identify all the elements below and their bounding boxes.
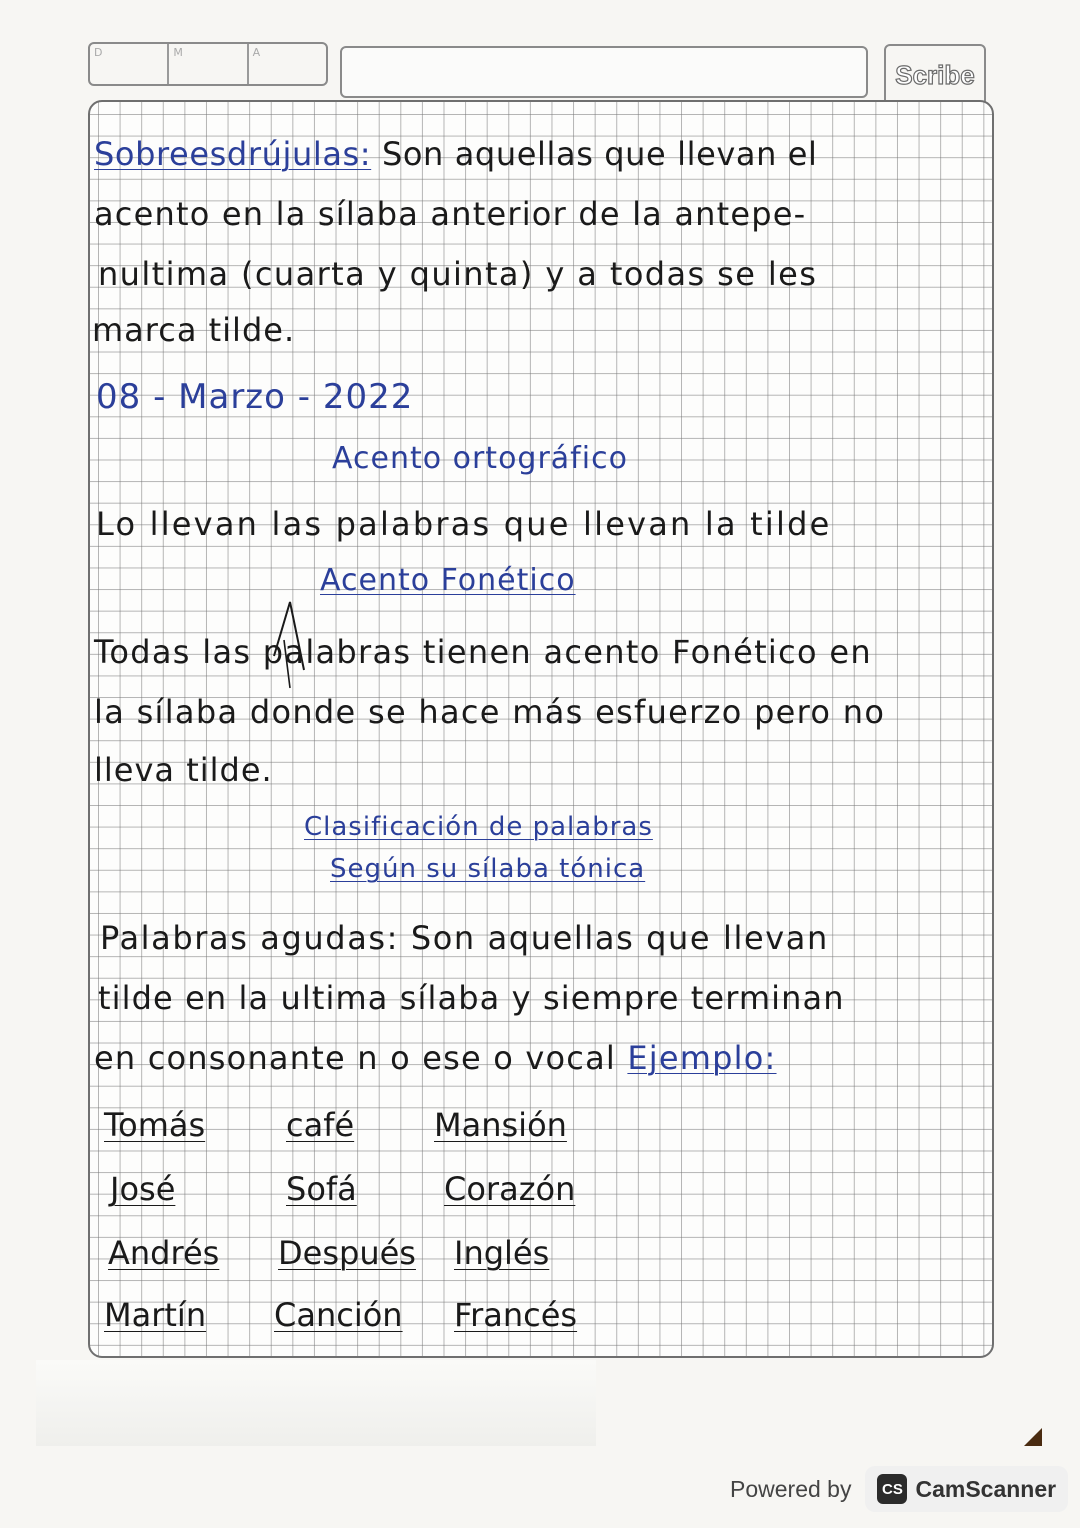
date-year-cell: A — [252, 46, 261, 59]
rule-text: en consonante n o ese o vocal — [94, 1039, 617, 1077]
date-day-cell: D — [90, 44, 169, 84]
example-word: Mansión — [434, 1106, 567, 1144]
heading-segun-silaba: Según su sílaba tónica — [330, 854, 646, 884]
note-line: la sílaba donde se hace más esfuerzo pero no — [94, 693, 886, 731]
example-word: Corazón — [444, 1170, 576, 1208]
camscanner-name: CamScanner — [915, 1475, 1057, 1502]
note-date: 08 - Marzo - 2022 — [96, 377, 414, 417]
note-line: Todas las palabras tienen acento Fonético en — [94, 633, 872, 671]
example-word: Tomás — [104, 1106, 206, 1144]
heading-clasificacion: Clasificación de palabras — [304, 812, 653, 842]
note-line: marca tilde. — [92, 311, 296, 349]
date-month-cell: M — [169, 44, 248, 84]
note-line: acento en la sílaba anterior de la antepe- — [94, 195, 807, 233]
camscanner-logo-icon: CS — [877, 1474, 907, 1504]
page-corner-mark — [1024, 1428, 1042, 1446]
example-word: Canción — [274, 1296, 403, 1334]
powered-by-label: Powered by — [730, 1475, 852, 1502]
example-word: Andrés — [108, 1234, 220, 1272]
note-line: nultima (cuarta y quinta) y a todas se les — [98, 255, 818, 293]
note-line — [94, 1039, 777, 1077]
page-bottom-edge — [36, 1360, 596, 1446]
example-label: Ejemplo: — [627, 1039, 777, 1077]
notebook-brand-logo: Scribe — [884, 44, 986, 106]
subject-box — [340, 46, 868, 98]
example-word: Francés — [454, 1296, 578, 1334]
note-line: lleva tilde. — [94, 751, 273, 789]
camscanner-badge — [865, 1466, 1068, 1512]
camscanner-footer — [730, 1466, 1068, 1512]
heading-acento-ortografico: Acento ortográfico — [332, 441, 628, 476]
note-line: tilde en la ultima sílaba y siempre terminan — [98, 979, 845, 1017]
note-line — [94, 135, 818, 173]
heading-acento-fonetico: Acento Fonético — [320, 563, 576, 598]
example-word: Sofá — [286, 1170, 357, 1208]
example-word: café — [286, 1106, 355, 1144]
note-line: Palabras agudas: Son aquellas que llevan — [100, 919, 829, 957]
date-box — [88, 42, 328, 86]
note-line: Lo llevan las palabras que llevan la tilde — [96, 505, 832, 543]
example-word: Martín — [104, 1296, 207, 1334]
example-word: Inglés — [454, 1234, 550, 1272]
example-word: José — [110, 1170, 176, 1208]
term-sobreesdrujulas: Sobreesdrújulas: — [94, 135, 372, 173]
example-word: Después — [278, 1234, 416, 1272]
definition-text: Son aquellas que llevan el — [381, 135, 818, 173]
